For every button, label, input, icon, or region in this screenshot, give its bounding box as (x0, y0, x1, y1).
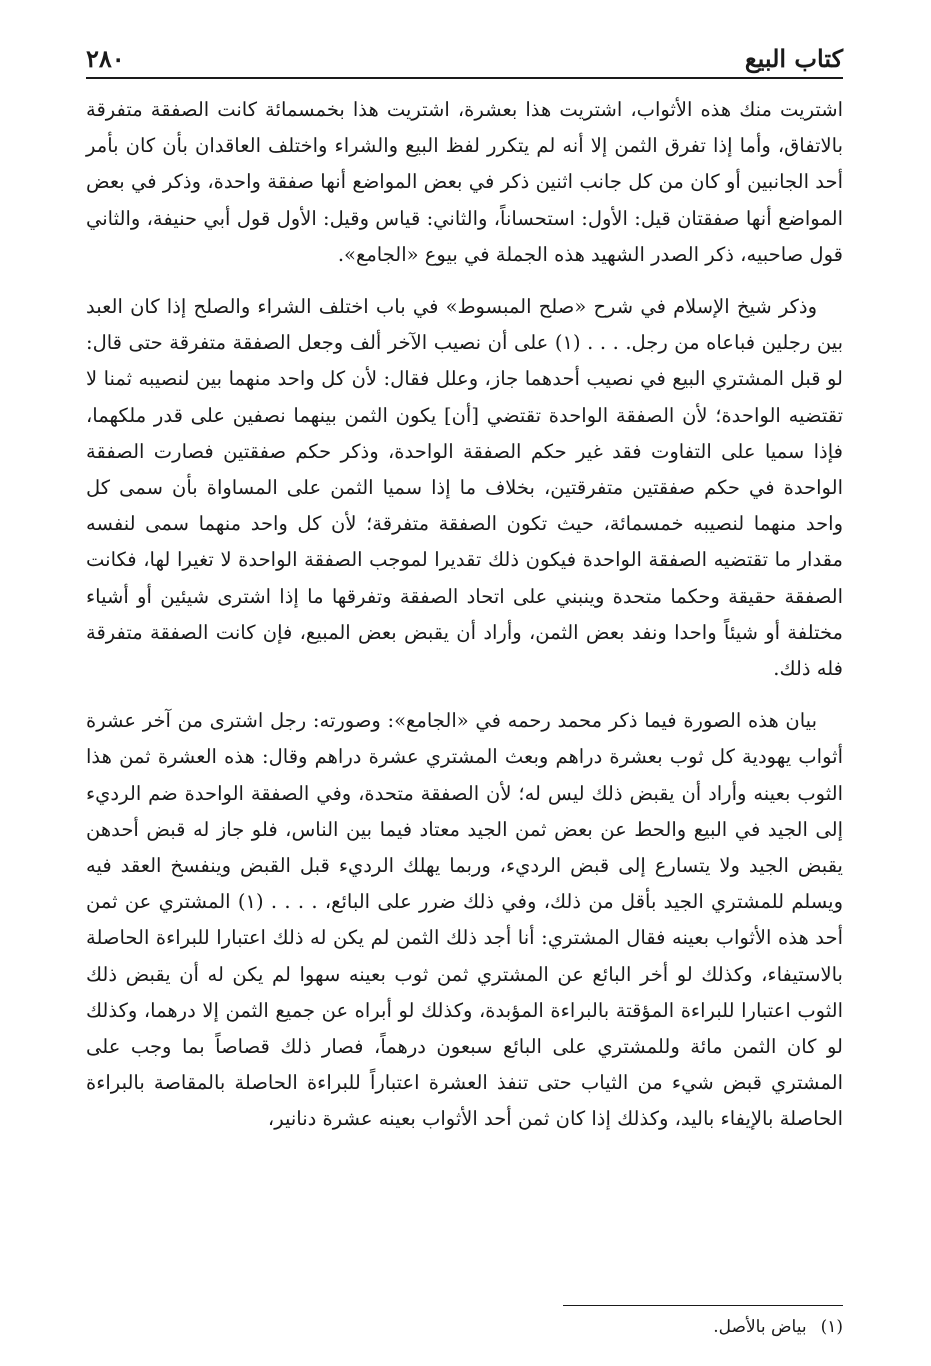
footnote-divider (563, 1305, 843, 1306)
main-text (86, 92, 843, 1138)
paragraph-1: اشتريت منك هذه الأثواب، اشتريت هذا بعشرة، اشتريت هذا بخمسمائة كانت الصفقة متفرقة بالاتفاق، وأما إذا تفرق الثمن إلا أنه لم يتكرر لفظ البيع والشراء واختلف العاقدان بأن كان بأمر أحد الجانبين أو كان من كل جانب اثنين ذكر في بعض المواضع أنها صفقة واحدة، وذكر في بعض المواضع أنها صفقتان قيل: الأول: استحساناً، والثاني: قياس وقيل: الأول قول أبي حنيفة، والثاني قول صاحبيه، ذكر الصدر الشهيد هذه الجملة في بيوع «الجامع». (86, 98, 843, 266)
page-number: ٢٨٠ (86, 44, 125, 73)
page-header (86, 34, 843, 74)
footnote-marker: (١) (820, 1317, 843, 1337)
footnote-text: بياض بالأصل. (713, 1317, 807, 1337)
paragraph-2: وذكر شيخ الإسلام في شرح «صلح المبسوط» في باب اختلف الشراء والصلح إذا كان العبد بين رجلين فباعاه من رجل. . . . (١) على أن نصيب الآخر ألف وجعل الصفقة متفرقة حتى قال: لو قبل المشتري البيع في نصيب أحدهما جاز، وعلل فقال: لأن كل واحد منهما بين لنصيبه ثمنا لا تقتضيه الواحدة؛ لأن الصفقة الواحدة تقتضي [أن] يكون الثمن بينهما نصفين على قدر ملكهما، فإذا سميا على التفاوت فقد غير حكم الصفقة الواحدة، وذكر حكم صفقتين فصارت الصفقة الواحدة في حكم صفقتين متفرقتين، بخلاف ما إذا سميا الثمن على المساواة بأن سمى كل واحد منهما لنصيبه خمسمائة، حيث تكون الصفقة متفرقة؛ لأن كل واحد منهما سمى لنفسه مقدار ما تقتضيه الصفقة الواحدة فيكون ذلك تقديرا لموجب الصفقة الواحدة لا تغيرا لها، فكانت الصفقة حقيقة وحكما متحدة وينبني على اتحاد الصفقة وتفرقها ما إذا اشترى شيئين أو أشياء مختلفة أو شيئاً واحدا ونفد بعض الثمن، وأراد أن يقبض بعض المبيع، فإن كانت الصفقة متفرقة فله ذلك. (86, 295, 843, 681)
header-divider (86, 77, 843, 79)
footnote (86, 1310, 843, 1344)
chapter-title: كتاب البيع (744, 44, 843, 73)
paragraph-3: بيان هذه الصورة فيما ذكر محمد رحمه في «الجامع»: وصورته: رجل اشترى من آخر عشرة أثواب يهودية كل ثوب بعشرة دراهم وبعث المشتري عشرة دراهم وقال: هذه العشرة ثمن هذا الثوب بعينه وأراد أن يقبض ذلك ليس له؛ لأن الصفقة متحدة، وفي الصفقة الواحدة ضم الرديء إلى الجيد في البيع والحط عن بعض ثمن الجيد معتاد فيما بين الناس، فلو جاز له قبض أحدهن يقبض الجيد ولا يتسارع إلى قبض الرديء، وربما يهلك الرديء قبل القبض وينفسخ العقد فيه ويسلم للمشتري الجيد بأقل من ذلك، وفي ذلك ضرر على البائع، . . . . (١) المشتري عن ثمن أحد هذه الأثواب بعينه فقال المشتري: أنا أجد ذلك الثمن لم يكن له ذلك اعتبارا للبراءة الحاصلة بالاستيفاء، وكذلك لو أخر البائع عن المشتري ثمن ثوب بعينه سهوا لم يكن له أن يقبض ذلك الثوب اعتبارا للبراءة المؤقتة بالبراءة المؤبدة، وكذلك لو أبراه عن جميع الثمن إلا درهما، وكذلك لو كان الثمن مائة وللمشتري على البائع سبعون درهماً، فصار ذلك قصاصاً بما وجب على المشتري قبض شيء من الثياب حتى تنفذ العشرة اعتباراً للبراءة الحاصلة بالمقاصة بالبراءة الحاصلة بالإيفاء باليد، وكذلك إذا كان ثمن أحد الأثواب بعينه عشرة دنانير، (86, 709, 843, 1131)
